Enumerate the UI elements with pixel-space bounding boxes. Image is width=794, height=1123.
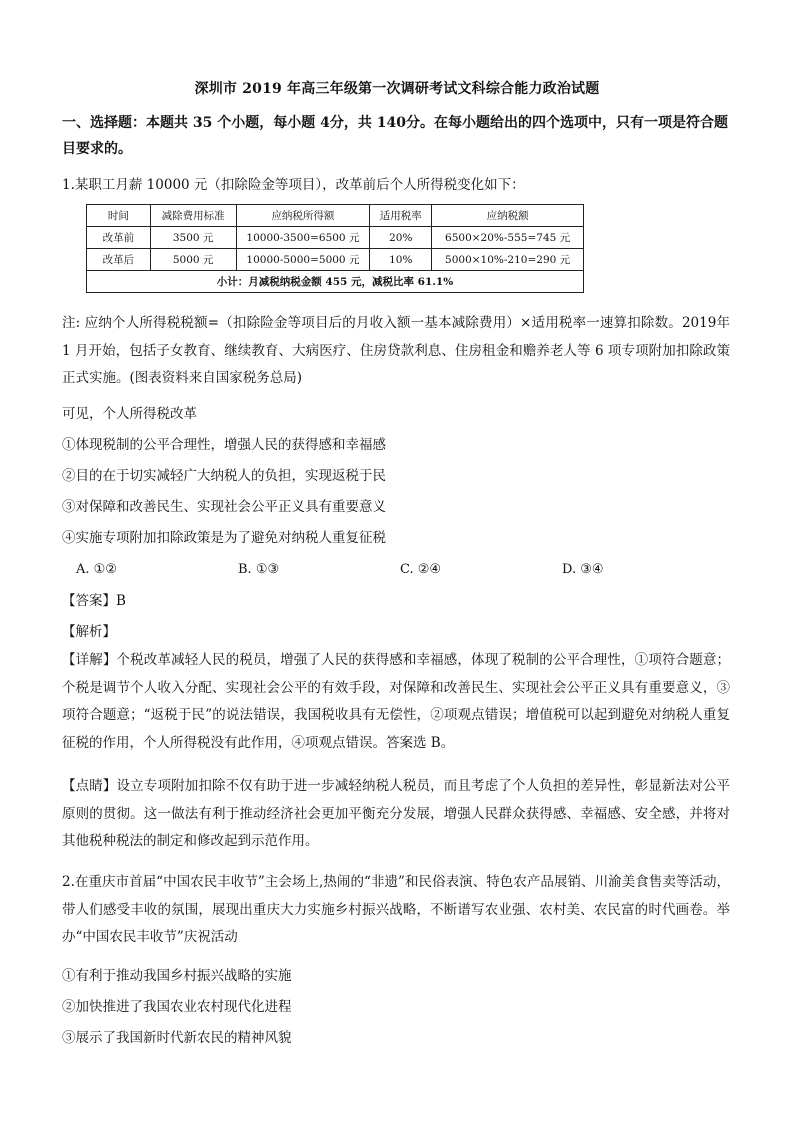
detail-paragraph: 【详解】个税改革减轻人民的税员，增强了人民的获得感和幸福感，体现了税制的公平合理性，①项符合题意；个税是调节个人收入分配、实现社会公平的有效手段，对保障和改善民生、实现社会公平正义具有重要意义，③项符合题意；“返税于民”的说法错误，我国税收具有无偿性，②项观点错误；增值税可以起到避免对纳税人重复征税的作用，个人所得税没有此作用，④项观点错误。答案选 B。 — [62, 652, 730, 751]
table-row — [87, 249, 584, 271]
table-header-cell: 应纳税额 — [432, 205, 584, 227]
option-a: A. ①② — [76, 562, 117, 577]
q2-statement-3: ③展示了我国新时代新农民的精神风貌 — [62, 1030, 292, 1046]
option-d: D. ③④ — [562, 562, 604, 577]
table-header-cell: 应纳税所得额 — [236, 205, 370, 227]
table-cell: 改革前 — [87, 227, 151, 249]
page-title: 深圳市 2019 年高三年级第一次调研考试文科综合能力政治试题 — [194, 81, 600, 97]
table-cell: 10000-3500=6500 元 — [236, 227, 370, 249]
table-cell: 6500×20%-555=745 元 — [432, 227, 584, 249]
question-1-lead: 可见，个人所得税改革 — [62, 406, 197, 422]
table-header-row — [87, 205, 584, 227]
analysis-label: 【解析】 — [62, 624, 116, 640]
tax-comparison-table — [86, 204, 584, 293]
statement-2: ②目的在于切实减轻广大纳税人的负担，实现返税于民 — [62, 468, 386, 484]
comment-paragraph: 【点睛】设立专项附加扣除不仅有助于进一步减轻纳税人税员，而且考虑了个人负担的差异性，彰显新法对公平原则的贯彻。这一做法有利于推动经济社会更加平衡充分发展，增强人民群众获得感、幸福感、安全感，并将对其他税种税法的制定和修改起到示范作用。 — [62, 778, 730, 849]
statement-4: ④实施专项附加扣除政策是为了避免对纳税人重复征税 — [62, 530, 386, 546]
table-cell: 5000 元 — [150, 249, 236, 271]
table-header-cell: 减除费用标准 — [150, 205, 236, 227]
table-header-cell: 时间 — [87, 205, 151, 227]
table-cell: 改革后 — [87, 249, 151, 271]
table-cell: 5000×10%-210=290 元 — [432, 249, 584, 271]
table-cell: 10000-5000=5000 元 — [236, 249, 370, 271]
q2-statement-2: ②加快推进了我国农业农村现代化进程 — [62, 999, 292, 1015]
table-cell: 3500 元 — [150, 227, 236, 249]
table-cell: 10% — [370, 249, 432, 271]
table-subtotal: 小计：月减税纳税金额 455 元，减税比率 61.1% — [87, 271, 584, 293]
answer-line: 【答案】B — [62, 593, 126, 609]
table-subtotal-row — [87, 271, 584, 293]
section-heading: 一、选择题：本题共 35 个小题，每小题 4分，共 140分。在每小题给出的四个选项中，只有一项是符合题目要求的。 — [62, 115, 728, 157]
statement-1: ①体现税制的公平合理性，增强人民的获得感和幸福感 — [62, 437, 386, 453]
option-b: B. ①③ — [238, 562, 280, 577]
table-cell: 20% — [370, 227, 432, 249]
q2-statement-1: ①有利于推动我国乡村振兴战略的实施 — [62, 968, 292, 984]
option-c: C. ②④ — [400, 562, 442, 577]
table-row — [87, 227, 584, 249]
question-1-note: 注: 应纳个人所得税税额=（扣除险金等项目后的月收入额一基本减除费用）×适用税率一速算扣除数。2019年 1 月开始，包括子女教育、继续教育、大病医疗、住房贷款利息、住房租金和赡养老人等 6 项专项附加扣除政策正式实施。(图表资料来自国家税务总局) — [62, 315, 730, 386]
question-2-stem: 2.在重庆市首届“中国农民丰收节”主会场上,热闹的“非遗”和民俗表演、特色农产品展销、川渝美食售卖等活动，带人们感受丰收的氛围，展现出重庆大力实施乡村振兴战略，不断谱写农业强、农村美、农民富的时代画卷。举办“中国农民丰收节”庆祝活动 — [62, 874, 730, 945]
statement-3: ③对保障和改善民生、实现社会公平正义具有重要意义 — [62, 499, 386, 515]
question-1-stem: 1.某职工月薪 10000 元（扣除险金等项目），改革前后个人所得税变化如下： — [62, 177, 525, 193]
table-header-cell: 适用税率 — [370, 205, 432, 227]
